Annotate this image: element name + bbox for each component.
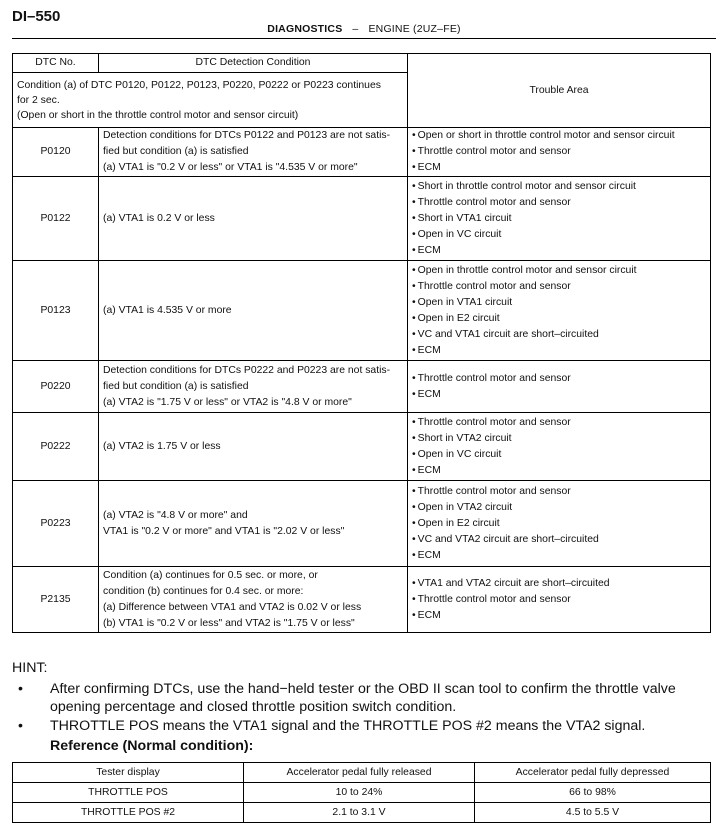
trouble-area-item: • Short in throttle control motor and sensor circuit (412, 179, 706, 195)
trouble-area (408, 128, 711, 177)
trouble-area-item: • VTA1 and VTA2 circuit are short–circuited (412, 576, 706, 592)
trouble-area-item: • Throttle control motor and sensor (412, 144, 706, 160)
dtc-no-header: DTC No. (13, 54, 99, 73)
dtc-code: P0123 (13, 261, 99, 361)
trouble-area-item: • Open or short in throttle control motor and sensor circuit (412, 128, 706, 144)
dtc-row (13, 361, 711, 413)
dtc-code: P0220 (13, 361, 99, 413)
reference-cell: 10 to 24% (244, 783, 475, 803)
trouble-area-list (412, 576, 706, 624)
reference-row (13, 803, 711, 823)
dtc-code: P0222 (13, 413, 99, 481)
trouble-area-item: • Throttle control motor and sensor (412, 484, 706, 500)
reference-cell: 2.1 to 3.1 V (244, 803, 475, 823)
reference-cell: THROTTLE POS #2 (13, 803, 244, 823)
dtc-condition: Condition (a) continues for 0.5 sec. or more, or condition (b) continues for 0.4 sec. or more: (a) Difference between VTA1 and VTA2 is 0.02 V or less (b) VTA1 is "0.2 V or less" and VTA2 is "1.75 V or less" (99, 567, 408, 633)
trouble-area-item: • Short in VTA2 circuit (412, 431, 706, 447)
dtc-table-header-row (13, 54, 711, 73)
trouble-area-item: • Open in E2 circuit (412, 516, 706, 532)
bullet-icon: • (18, 681, 23, 697)
trouble-area-item: • Short in VTA1 circuit (412, 211, 706, 227)
dtc-condition: (a) VTA2 is 1.75 V or less (99, 413, 408, 481)
trouble-area-item: • Open in VC circuit (412, 227, 706, 243)
page-number: DI–550 (12, 8, 61, 25)
reference-header-cell: Accelerator pedal fully depressed (475, 763, 711, 783)
reference-header-cell: Accelerator pedal fully released (244, 763, 475, 783)
hint-list (14, 680, 714, 736)
trouble-area (408, 481, 711, 567)
dtc-row (13, 413, 711, 481)
trouble-area-list (412, 128, 706, 176)
section-heading (12, 23, 716, 35)
trouble-area-item: • ECM (412, 548, 706, 564)
reference-row (13, 783, 711, 803)
condition-header: DTC Detection Condition (99, 54, 408, 73)
dtc-code: P2135 (13, 567, 99, 633)
dtc-row (13, 261, 711, 361)
dtc-condition: Detection conditions for DTCs P0222 and P0223 are not satis- fied but condition (a) is satisfied (a) VTA2 is "1.75 V or less" or VTA2 is "4.8 V or more" (99, 361, 408, 413)
dtc-row (13, 567, 711, 633)
reference-header-row (13, 763, 711, 783)
header-rule (12, 38, 716, 39)
hint-title: HINT: (12, 660, 48, 676)
trouble-area-item: • ECM (412, 463, 706, 479)
trouble-area-item: • Throttle control motor and sensor (412, 195, 706, 211)
trouble-area-item: • ECM (412, 243, 706, 259)
trouble-area-item: • ECM (412, 387, 706, 403)
dtc-code: P0122 (13, 177, 99, 261)
trouble-area (408, 177, 711, 261)
hint-text: THROTTLE POS means the VTA1 signal and the THROTTLE POS #2 means the VTA2 signal. (50, 718, 646, 734)
trouble-area-item: • VC and VTA1 circuit are short–circuited (412, 327, 706, 343)
common-condition: Condition (a) of DTC P0120, P0122, P0123, P0220, P0222 or P0223 continues for 2 sec. (Open or short in the throttle control motor and sensor circuit) (13, 73, 408, 128)
reference-cell: THROTTLE POS (13, 783, 244, 803)
trouble-area-list (412, 179, 706, 259)
trouble-area-item: • Open in E2 circuit (412, 311, 706, 327)
trouble-area (408, 567, 711, 633)
trouble-area-list (412, 415, 706, 479)
section-title: DIAGNOSTICS (267, 23, 343, 35)
dtc-code: P0120 (13, 128, 99, 177)
trouble-area-list (412, 263, 706, 359)
hint-item (14, 680, 714, 716)
dtc-condition: (a) VTA2 is "4.8 V or more" and VTA1 is "0.2 V or more" and VTA1 is "2.02 V or less" (99, 481, 408, 567)
trouble-area-item: • Open in throttle control motor and sensor circuit (412, 263, 706, 279)
trouble-area-item: • VC and VTA2 circuit are short–circuited (412, 532, 706, 548)
dtc-code: P0223 (13, 481, 99, 567)
dtc-condition: (a) VTA1 is 0.2 V or less (99, 177, 408, 261)
trouble-area-item: • Open in VTA1 circuit (412, 295, 706, 311)
dtc-row (13, 177, 711, 261)
dtc-row (13, 481, 711, 567)
dtc-condition: (a) VTA1 is 4.535 V or more (99, 261, 408, 361)
trouble-area-item: • Throttle control motor and sensor (412, 592, 706, 608)
reference-header-cell: Tester display (13, 763, 244, 783)
trouble-area-item: • ECM (412, 160, 706, 176)
reference-cell: 66 to 98% (475, 783, 711, 803)
bullet-icon: • (18, 718, 23, 734)
trouble-area-item: • ECM (412, 343, 706, 359)
trouble-area-item: • Open in VTA2 circuit (412, 500, 706, 516)
dtc-row (13, 128, 711, 177)
heading-separator: – (352, 23, 359, 35)
reference-title: Reference (Normal condition): (50, 738, 254, 754)
trouble-area (408, 261, 711, 361)
trouble-area-item: • Throttle control motor and sensor (412, 279, 706, 295)
hint-text: After confirming DTCs, use the hand−held tester or the OBD II scan tool to confirm the throttle valve opening percentage and closed throttle position switch condition. (50, 681, 676, 715)
trouble-area-list (412, 484, 706, 564)
trouble-area-list (412, 371, 706, 403)
subsection-title: ENGINE (2UZ–FE) (368, 23, 461, 35)
dtc-condition: Detection conditions for DTCs P0122 and P0123 are not satis- fied but condition (a) is satisfied (a) VTA1 is "0.2 V or less" or VTA1 is "4.535 V or more" (99, 128, 408, 177)
trouble-area-header: Trouble Area (408, 54, 711, 128)
trouble-area-item: • Throttle control motor and sensor (412, 415, 706, 431)
trouble-area (408, 413, 711, 481)
trouble-area-item: • Throttle control motor and sensor (412, 371, 706, 387)
hint-item (14, 717, 714, 735)
dtc-table (12, 53, 711, 633)
trouble-area-item: • ECM (412, 608, 706, 624)
reference-table (12, 762, 711, 823)
trouble-area-item: • Open in VC circuit (412, 447, 706, 463)
trouble-area (408, 361, 711, 413)
reference-cell: 4.5 to 5.5 V (475, 803, 711, 823)
